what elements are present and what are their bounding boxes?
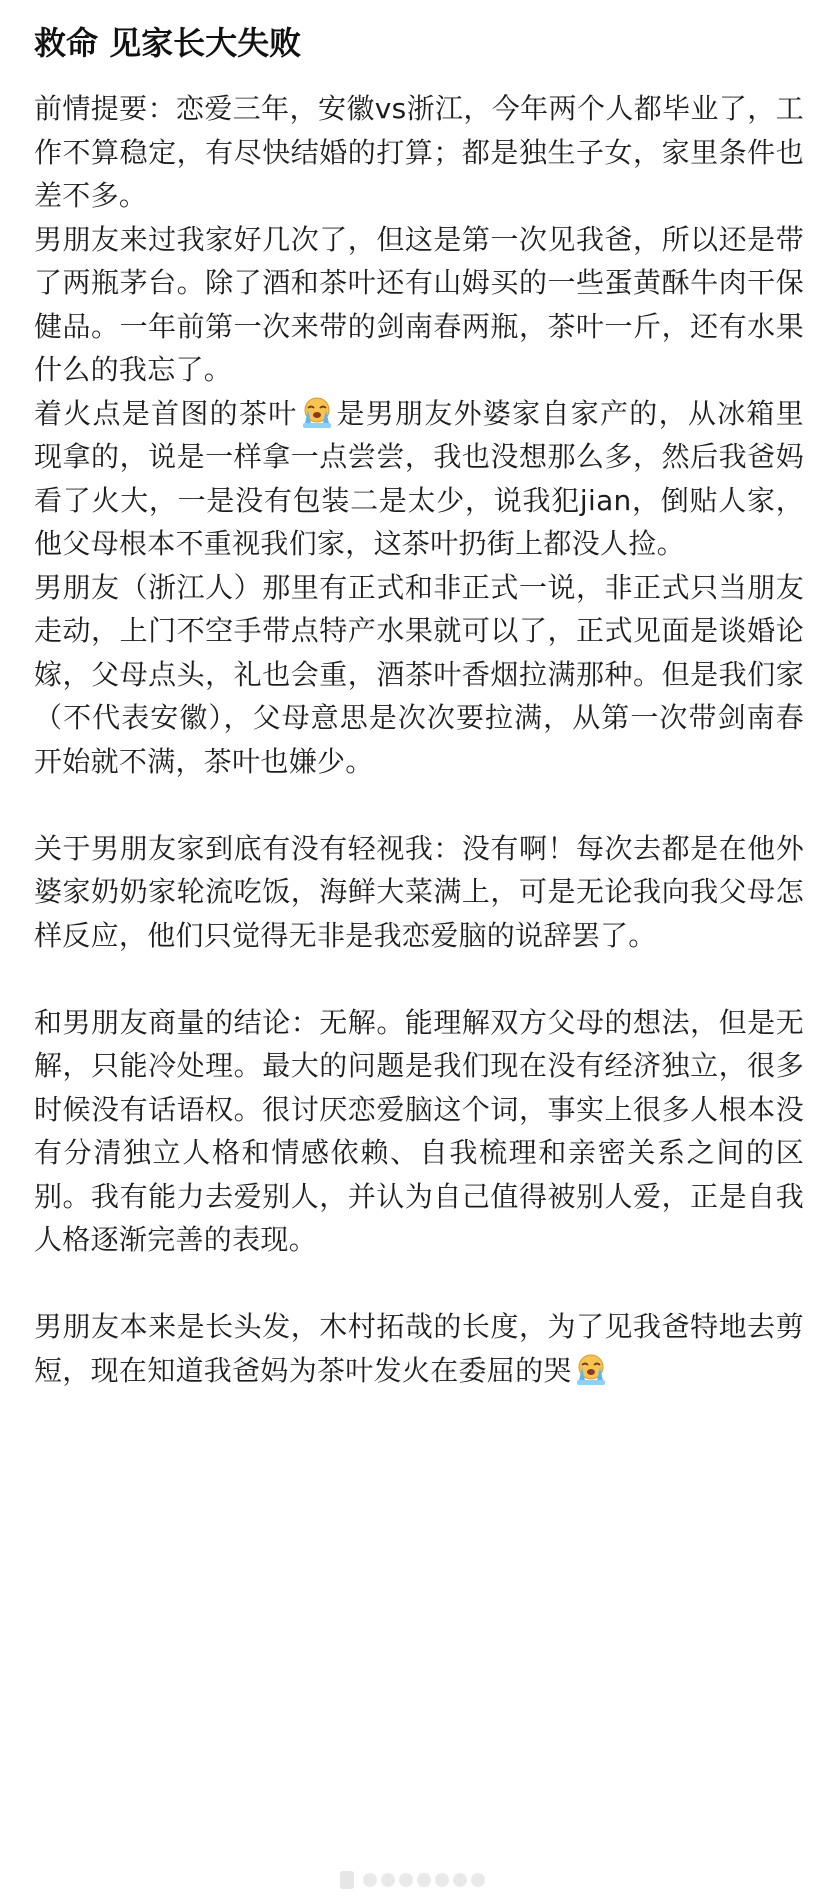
paragraph-haircut-text: 男朋友本来是长头发，木村拓哉的长度，为了见我爸特地去剪短，现在知道我爸妈为茶叶发火在委屈的哭	[34, 1310, 804, 1387]
paragraph-spacer	[34, 783, 804, 827]
paragraph-tea-text-after: 是男朋友外婆家自家产的，从冰箱里现拿的，说是一样拿一点尝尝，我也没想那么多，然后我爸妈看了火大，一是没有包装二是太少，说我犯jian，倒贴人家，他父母根本不重视我们家，这茶叶扔街上都没人捡。	[34, 396, 804, 560]
paragraph-gifts: 男朋友来过我家好几次了，但这是第一次见我爸，所以还是带了两瓶茅台。除了酒和茶叶还有山姆买的一些蛋黄酥牛肉干保健品。一年前第一次来带的剑南春两瓶，茶叶一斤，还有水果什么的我忘了。	[34, 222, 804, 386]
crying-face-emoji-icon	[573, 1352, 609, 1386]
paragraph-background: 前情提要：恋爱三年，安徽vs浙江，今年两个人都毕业了，工作不算稳定，有尽快结婚的打算；都是独生子女，家里条件也差不多。	[34, 92, 804, 212]
paragraph-tea-conflict	[34, 392, 804, 566]
paragraph-spacer	[34, 957, 804, 1001]
paragraph-haircut	[34, 1305, 804, 1392]
post-title: 救命 见家长大失败	[34, 24, 302, 62]
paragraph-boyfriend-family: 关于男朋友家到底有没有轻视我：没有啊！每次去都是在他外婆家奶奶家轮流吃饭，海鲜大菜满上，可是无论我向我父母怎样反应，他们只觉得无非是我恋爱脑的说辞罢了。	[34, 831, 804, 952]
paragraph-conclusion: 和男朋友商量的结论：无解。能理解双方父母的想法，但是无解，只能冷处理。最大的问题是我们现在没有经济独立，很多时候没有话语权。很讨厌恋爱脑这个词，事实上很多人根本没有分清独立人格和情感依赖、自我梳理和亲密关系之间的区别。我有能力去爱别人，并认为自己值得被别人爱，正是自我人格逐渐完善的表现。	[34, 1005, 804, 1256]
watermark-dots	[340, 1868, 500, 1892]
crying-face-emoji-icon	[299, 395, 335, 429]
post-body	[34, 0, 804, 1392]
paragraph-tea-text-before: 着火点是首图的茶叶	[34, 396, 298, 430]
paragraph-customs: 男朋友（浙江人）那里有正式和非正式一说，非正式只当朋友走动，上门不空手带点特产水果就可以了，正式见面是谈婚论嫁，父母点头，礼也会重，酒茶叶香烟拉满那种。但是我们家（不代表安徽），父母意思是次次要拉满，从第一次带剑南春开始就不满，茶叶也嫌少。	[34, 570, 804, 778]
paragraph-spacer	[34, 1262, 804, 1306]
